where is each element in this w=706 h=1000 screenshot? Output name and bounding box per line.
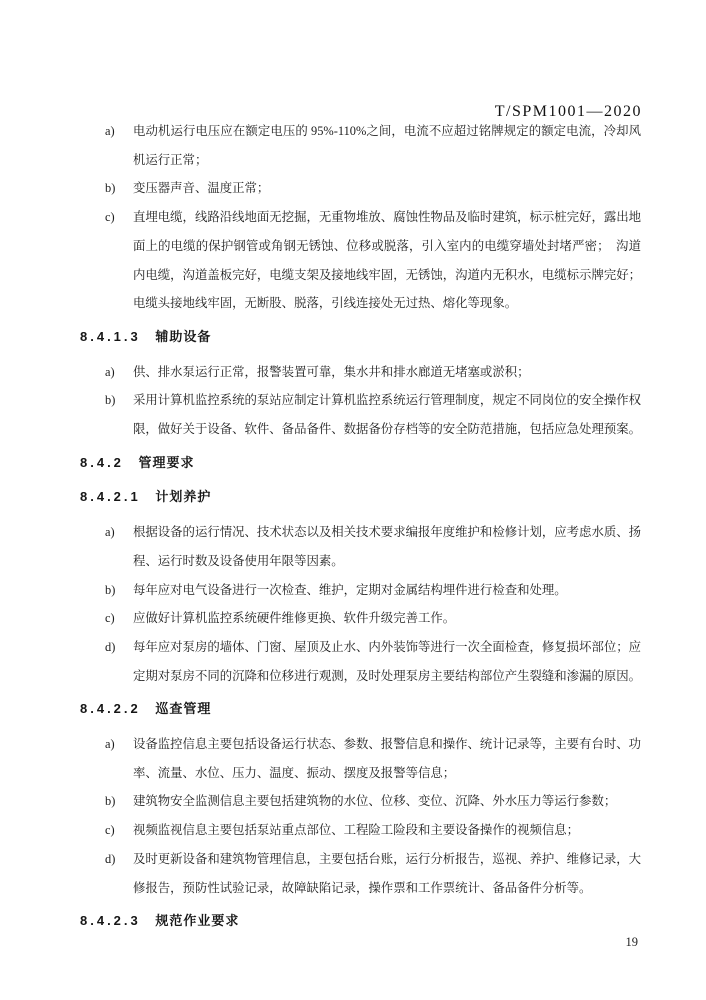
section-heading	[80, 695, 641, 724]
list-marker: c)	[105, 823, 115, 838]
section-heading	[80, 483, 641, 512]
list-item	[80, 576, 641, 605]
list-marker: b)	[105, 582, 116, 597]
list-item	[80, 358, 641, 387]
list-item	[80, 386, 641, 443]
list-item	[80, 787, 641, 816]
list-marker: d)	[105, 639, 116, 654]
heading-number: 8.4.2.3	[80, 913, 141, 929]
heading-number: 8.4.1.3	[80, 328, 141, 344]
heading-title: 巡查管理	[155, 701, 212, 717]
list-marker: a)	[105, 525, 115, 540]
list-marker: c)	[105, 611, 115, 626]
list-item	[80, 633, 641, 690]
list-text: 建筑物安全监测信息主要包括建筑物的水位、位移、变位、沉降、外水压力等运行参数；	[133, 794, 617, 809]
list-text: 直埋电缆，线路沿线地面无挖掘，无重物堆放、腐蚀性物品及临时建筑，标示桩完好，露出地面上的电缆的保护钢管或角钢无锈蚀、位移或脱落，引入室内的电缆穿墙处封堵严密； 沟道内电缆，沟道盖板完好，电缆支架及接地线牢固，无锈蚀，沟道内无积水，电缆标示牌完好；电缆头接地线牢固，无断股、脱落，引线连接处无过热、熔化等现象。	[133, 210, 642, 311]
list-text: 及时更新设备和建筑物管理信息，主要包括台账，运行分析报告，巡视、养护、维修记录，大修报告，预防性试验记录，故障缺陷记录，操作票和工作票统计、备品备件分析等。	[133, 851, 642, 895]
list-item	[80, 174, 641, 203]
list-item	[80, 730, 641, 787]
list-text: 电动机运行电压应在额定电压的 95%-110%之间，电流不应超过铭牌规定的额定电流，冷却风机运行正常；	[133, 124, 641, 167]
heading-number: 8.4.2.1	[80, 489, 141, 505]
list-text: 视频监视信息主要包括泵站重点部位、工程险工险段和主要设备操作的视频信息；	[133, 823, 580, 838]
list-text: 每年应对泵房的墙体、门窗、屋顶及止水、内外装饰等进行一次全面检查，修复损坏部位；应定期对泵房不同的沉降和位移进行观测，及时处理泵房主要结构部位产生裂缝和渗漏的原因。	[133, 639, 642, 683]
list-marker: b)	[105, 393, 116, 408]
list-item	[80, 604, 641, 633]
list-text: 采用计算机监控系统的泵站应制定计算机监控系统运行管理制度，规定不同岗位的安全操作权限，做好关于设备、软件、备品备件、数据备份存档等的安全防范措施，包括应急处理预案。	[133, 393, 642, 437]
list-marker: b)	[105, 181, 116, 196]
section-heading	[80, 449, 641, 478]
list-text: 每年应对电气设备进行一次检查、维护，定期对金属结构埋件进行检查和处理。	[133, 582, 567, 597]
heading-title: 规范作业要求	[155, 913, 240, 929]
list-text: 根据设备的运行情况、技术状态以及相关技术要求编报年度维护和检修计划，应考虑水质、扬程、运行时数及设备使用年限等因素。	[133, 525, 642, 568]
document-body	[80, 117, 641, 942]
list-text: 供、排水泵运行正常，报警装置可靠，集水井和排水廊道无堵塞或淤积；	[133, 364, 530, 379]
list-item	[80, 117, 641, 174]
doc-code: T/SPM1001—2020	[494, 103, 642, 120]
list-marker: a)	[105, 737, 115, 752]
list-text: 应做好计算机监控系统硬件维修更换、软件升级完善工作。	[133, 611, 456, 626]
list-item	[80, 203, 641, 318]
heading-title: 辅助设备	[155, 328, 212, 344]
heading-number: 8.4.2.2	[80, 701, 141, 717]
list-marker: b)	[105, 794, 116, 809]
list-item	[80, 845, 641, 902]
list-text: 设备监控信息主要包括设备运行状态、参数、报警信息和操作、统计记录等，主要有台时、功率、流量、水位、压力、温度、振动、摆度及报警等信息；	[133, 737, 642, 780]
section-heading	[80, 907, 641, 936]
list-item	[80, 518, 641, 575]
heading-title: 管理要求	[138, 454, 195, 470]
list-text: 变压器声音、温度正常；	[133, 181, 270, 196]
list-marker: c)	[105, 210, 115, 225]
list-marker: d)	[105, 851, 116, 866]
list-marker: a)	[105, 364, 115, 379]
heading-number: 8.4.2	[80, 454, 124, 470]
section-heading	[80, 323, 641, 352]
list-marker: a)	[105, 124, 115, 138]
page-number: 19	[625, 935, 638, 949]
heading-title: 计划养护	[155, 489, 212, 505]
list-item	[80, 816, 641, 845]
